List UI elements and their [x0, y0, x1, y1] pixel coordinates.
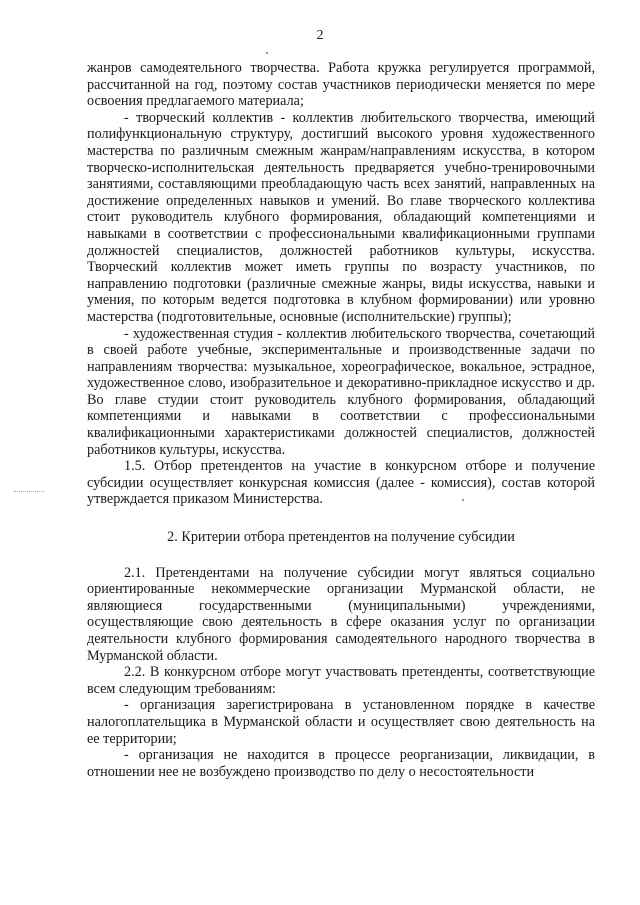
paragraph-requirement-not-reorganizing: - организация не находится в процессе реорганизации, ликвидации, в отношении нее не возбуждено производство по делу о несостоятельности — [87, 747, 595, 780]
scan-speck — [462, 499, 464, 501]
paragraph-1-5: 1.5. Отбор претендентов на участие в конкурсном отборе и получение субсидии осуществляет конкурсная комиссия (далее - комиссия), состав которой утверждается приказом Министерства. — [87, 458, 595, 508]
paragraph-creative-collective: - творческий коллектив - коллектив любительского творчества, имеющий полифункциональную структуру, достигший высокого уровня художественного мастерства по различным смежным жанрам/направлениям искусства, в котором творческо-исполнительская деятельность предваряется учебно-тренировочными занятиями, составляющими преобладающую часть всех занятий, направленных на достижение определенных навыков и умений. Во главе творческого коллектива стоит руководитель клубного формирования, обладающий компетенциями и навыками в соответствии с профессиональными квалификационными группами должностей специалистов, должностей работников культуры, искусства. Творческий коллектив может иметь группы по возрасту участников, по направлению подготовки (различные смежные жанры, виды искусства, навыки и умения, по которым ведется подготовка в клубном формировании) или уровню мастерства (подготовительные, основные (исполнительские) группы); — [87, 109, 595, 325]
paragraph-requirement-registered: - организация зарегистрирована в установленном порядке в качестве налогоплательщика в Мурманской области и осуществляет свою деятельность на ее территории; — [87, 697, 595, 747]
scan-artifact — [14, 491, 44, 494]
page-number: 2 — [316, 28, 324, 43]
paragraph-2-2: 2.2. В конкурсном отборе могут участвовать претенденты, соответствующие всем следующим требованиям: — [87, 664, 595, 697]
paragraph-genres-continuation: жанров самодеятельного творчества. Работа кружка регулируется программой, рассчитанной на год, поэтому состав участников периодически меняется по мере освоения предлагаемого материала; — [87, 60, 595, 110]
section-heading: 2. Критерии отбора претендентов на получение субсидии — [167, 529, 515, 546]
paragraph-2-1: 2.1. Претендентами на получение субсидии могут являться социально ориентированные некоммерческие организации Мурманской области, не являющиеся государственными (муниципальными) учреждениями, осуществляющие свою деятельность в сфере оказания услуг по организации деятельности клубного формирования самодеятельного народного творчества в Мурманской области. — [87, 564, 595, 664]
paragraph-art-studio: - художественная студия - коллектив любительского творчества, сочетающий в своей работе учебные, экспериментальные и производственные задачи по направлениям творчества: музыкальное, хореографическое, вокальное, эстрадное, художественное слово, изобразительное и декоративно-прикладное искусство и др. Во главе студии стоит руководитель клубного формирования, обладающий компетенциями и навыками в соответствии с профессиональными квалификационными характеристиками должностей специалистов, должностей работников культуры, искусства. — [87, 325, 595, 458]
scan-speck — [266, 52, 268, 54]
document-body — [87, 60, 595, 780]
